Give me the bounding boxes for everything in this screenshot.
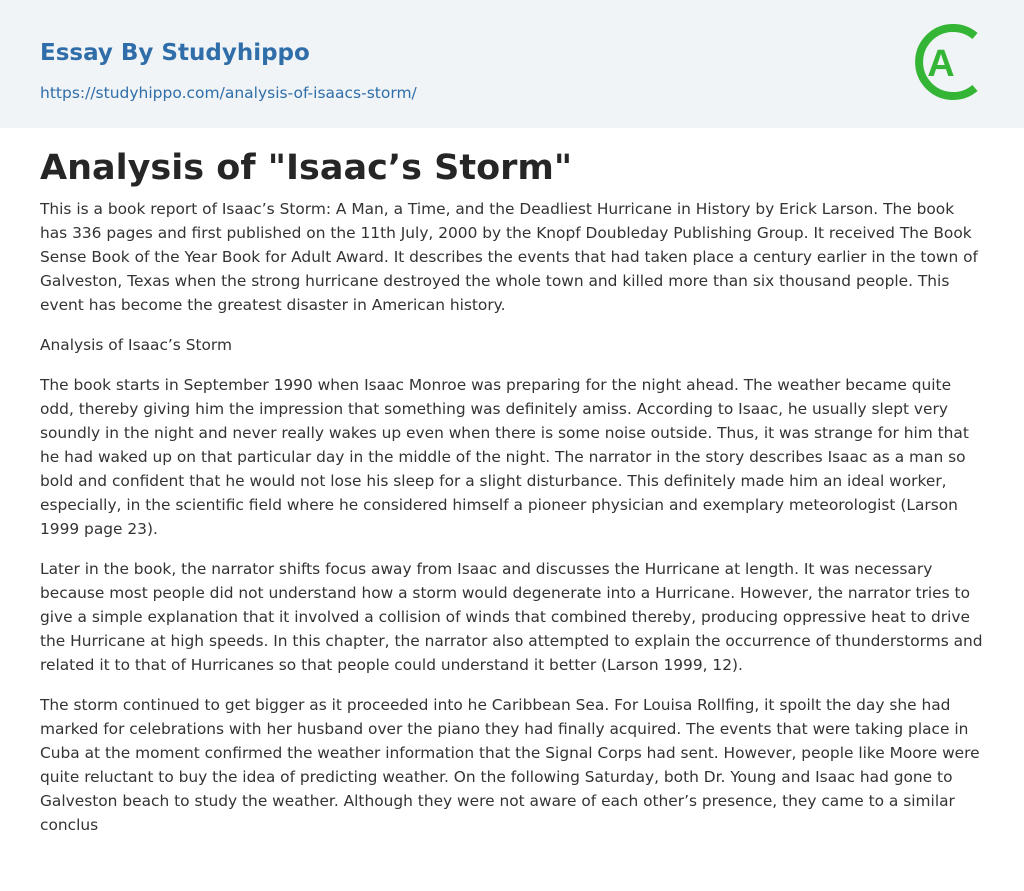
article-url-link[interactable]: https://studyhippo.com/analysis-of-isaacs-storm/ (40, 84, 417, 102)
site-header (0, 0, 1024, 128)
page-title: Analysis of "Isaac’s Storm" (40, 148, 573, 188)
site-title[interactable]: Essay By Studyhippo (40, 40, 310, 66)
studyhippo-logo-icon[interactable] (906, 16, 990, 108)
paragraph-3: Later in the book, the narrator shifts focus away from Isaac and discusses the Hurricane at length. It was necessary because most people did not understand how a storm would degenerate into a Hurricane. However, the narrator tries to give a simple explanation that it involved a collision of winds that combined thereby, producing oppressive heat to drive the Hurricane at high speeds. In this chapter, the narrator also attempted to explain the occurrence of thunderstorms and related it to that of Hurricanes so that people could understand it better (Larson 1999, 12). (40, 560, 983, 674)
section-subheading: Analysis of Isaac’s Storm (40, 336, 232, 354)
paragraph-intro: This is a book report of Isaac’s Storm: A Man, a Time, and the Deadliest Hurricane in History by Erick Larson. The book has 336 pages and first published on the 11th July, 2000 by the Knopf Doubleday Publishing Group. It received The Book Sense Book of the Year Book for Adult Award. It describes the events that had taken place a century earlier in the town of Galveston, Texas when the strong hurricane destroyed the whole town and killed more than six thousand people. This event has become the greatest disaster in American history. (40, 200, 978, 314)
paragraph-4: The storm continued to get bigger as it proceeded into he Caribbean Sea. For Louisa Rollfing, it spoilt the day she had marked for celebrations with her husband over the piano they had finally acquired. The events that were taking place in Cuba at the moment confirmed the weather information that the Signal Corps had sent. However, people like Moore were quite reluctant to buy the idea of predicting weather. On the following Saturday, both Dr. Young and Isaac had gone to Galveston beach to study the weather. Although they were not aware of each other’s presence, they came to a similar conclus (40, 696, 980, 834)
paragraph-2: The book starts in September 1990 when Isaac Monroe was preparing for the night ahead. The weather became quite odd, thereby giving him the impression that something was definitely amiss. According to Isaac, he usually slept very soundly in the night and never really wakes up even when there is some noise outside. Thus, it was strange for him that he had waked up on that particular day in the middle of the night. The narrator in the story describes Isaac as a man so bold and confident that he would not lose his sleep for a slight disturbance. This definitely made him an ideal worker, especially, in the scientific field where he considered himself a pioneer physician and exemplary meteorologist (Larson 1999 page 23). (40, 376, 969, 538)
logo-letter: A (927, 43, 955, 85)
article (40, 140, 985, 837)
